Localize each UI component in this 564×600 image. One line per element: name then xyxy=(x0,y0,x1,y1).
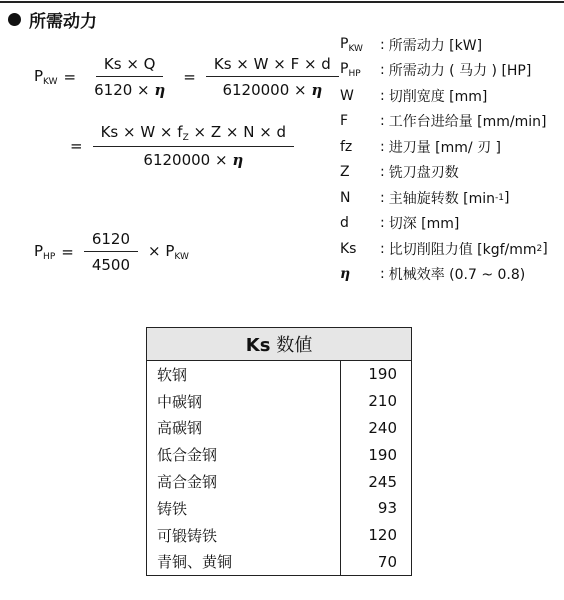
definition-row: $P_{KW}$ : 所需动力 [kW] xyxy=(340,35,483,54)
section-title: 所需动力 xyxy=(29,12,97,32)
fraction-6120-4500: $\frac{6120}{4500}$ xyxy=(84,230,138,274)
definition-row: Z : 铣刀盘刃数 xyxy=(340,164,459,182)
table-row: 铸铁 93 xyxy=(147,495,412,522)
definition-row: $P_{HP}$ : 所需动力 ( 马力 ) [HP] xyxy=(340,61,532,80)
top-rule xyxy=(0,1,564,3)
table-row: 低合金钢 190 xyxy=(147,441,412,468)
fraction-ks-q: $\frac{Ks \times Q}{6120 \times \eta}$ xyxy=(94,55,166,99)
table-row: 软钢 190 xyxy=(147,361,412,388)
formula-pkw-expanded: = $\frac{Ks \times W \times f_Z \times Z \times N \times d}{6120000 \times \eta}$ xyxy=(64,123,298,169)
table-row: 高合金钢 245 xyxy=(147,468,412,495)
definition-row: Ks : 比切削阻力值 [kgf/mm 2 ] xyxy=(340,240,548,258)
table-row: 高碳钢 240 xyxy=(147,415,412,442)
formula-php: $P_{HP}$ = $\frac{6120}{4500}$ × $P_{KW}$ xyxy=(34,230,189,274)
definition-row: η : 机械效率 (0.7 ~ 0.8) xyxy=(340,266,526,284)
bullet-dot-icon xyxy=(8,13,21,26)
ks-values-table xyxy=(146,327,412,576)
symbol-definitions xyxy=(340,32,548,287)
fraction-ks-fz: $\frac{Ks \times W \times f_Z \times Z \times N \times d}{6120000 \times \eta}$ xyxy=(93,123,295,169)
definition-row: N : 主轴旋转数 [min -1 ] xyxy=(340,189,510,207)
fraction-ks-wfd: $\frac{Ks \times W \times F \times d}{6120000 \times \eta}$ xyxy=(206,55,339,99)
pkw-symbol: $P_{KW}$ xyxy=(34,67,58,87)
definition-row: d : 切深 [mm] xyxy=(340,215,460,233)
table-row: 可锻铸铁 120 xyxy=(147,522,412,549)
section-heading xyxy=(8,7,97,32)
definition-row: W : 切削宽度 [mm] xyxy=(340,87,488,105)
definition-row: F : 工作台进给量 [mm/min] xyxy=(340,113,547,131)
table-row: 青铜、黄铜 70 xyxy=(147,549,412,576)
definition-row: fz : 进刀量 [mm/ 刃 ] xyxy=(340,138,501,156)
formula-pkw: $P_{KW}$ = $\frac{Ks \times Q}{6120 \times \eta}$ = $\frac{Ks \times W \times F \times d}{6120000 \times \eta}$ xyxy=(34,55,343,99)
table-row: 中碳钢 210 xyxy=(147,388,412,415)
php-symbol: $P_{HP}$ xyxy=(34,242,56,262)
table-header: Ks 数値 xyxy=(147,328,412,361)
